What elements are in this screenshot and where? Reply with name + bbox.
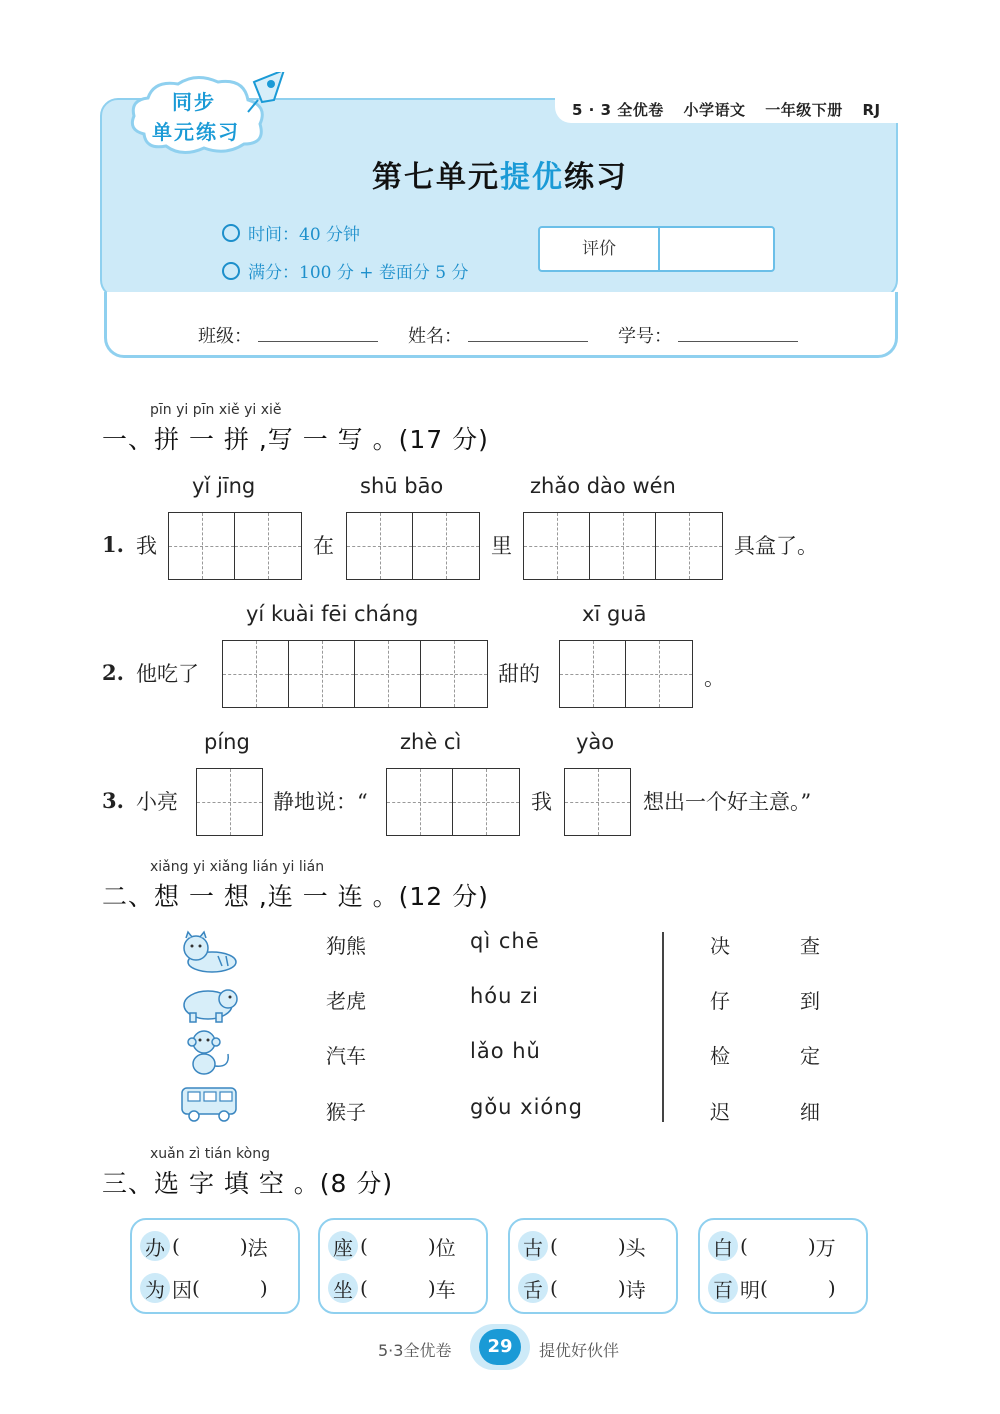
student-id-label: 学号： [618,326,672,347]
char-right: 查 [800,934,820,958]
q2-pinyin-1: yí kuài fēi cháng [246,602,419,626]
edition: RJ [862,101,881,119]
q2-text-1: 他吃了 [136,662,199,686]
q1-pinyin-1: yǐ jīng [192,474,256,498]
divider [662,932,664,1122]
title-suffix: 练习 [564,160,628,195]
bracket-open[interactable]: ( [172,1234,180,1258]
fill-card-1 [130,1218,300,1314]
card-char: 坐 [328,1273,358,1303]
card-char: 办 [140,1231,170,1261]
q1-pinyin-3: zhǎo dào wén [530,474,676,498]
bracket-close: ) [259,1276,268,1300]
word-item: 老虎 [326,989,366,1013]
page-title [0,152,1000,196]
bracket-open[interactable]: ( [550,1234,558,1258]
card-char: 座 [328,1231,358,1261]
card-char: 万 [815,1235,836,1260]
bracket-close: ) [617,1234,626,1258]
q1-writing-grid-3[interactable] [523,512,723,580]
card-char: 车 [435,1277,456,1302]
tiger-icon [178,930,240,974]
section2-pinyin: xiǎng yi xiǎng lián yi lián [150,859,325,875]
q1-text-2: 在 [313,534,334,558]
word-item: 狗熊 [326,934,366,958]
bracket-open[interactable]: ( [360,1276,368,1300]
section1-pinyin: pīn yi pīn xiě yi xiě [150,402,282,418]
char-left: 检 [710,1044,730,1068]
pinyin-item: hóu zi [470,984,539,1008]
evaluation-label: 评价 [540,228,660,270]
footer-slogan: 提优好伙伴 [539,1341,620,1360]
q1-text-1: 我 [136,534,157,558]
char-left: 迟 [710,1100,730,1124]
q3-pinyin-3: yào [576,730,615,754]
q2-writing-grid-1[interactable] [222,640,488,708]
q1-pinyin-2: shū bāo [360,474,444,498]
card-char: 诗 [625,1277,646,1302]
card-char: 位 [435,1235,456,1260]
card-char: 因 [172,1277,192,1302]
time-limit: 时间：40 分钟 [222,220,360,245]
name-field[interactable] [468,341,588,342]
card-char: 舌 [518,1273,548,1303]
card-char: 白 [708,1231,738,1261]
section3-title: 三、选 字 填 空 。(8 分) [102,1169,394,1198]
char-left: 决 [710,934,730,958]
bracket-open[interactable]: ( [550,1276,558,1300]
bracket-close: ) [427,1276,436,1300]
section3-pinyin: xuǎn zì tián kòng [150,1146,270,1162]
q3-pinyin-2: zhè cì [400,730,462,754]
char-right: 到 [800,989,820,1013]
car-icon [178,1080,240,1124]
word-item: 猴子 [326,1100,366,1124]
q1-writing-grid-1[interactable] [168,512,302,580]
q1-number: 1. [102,532,124,557]
q3-text-1: 小亮 [136,790,178,814]
q2-writing-grid-2[interactable] [559,640,693,708]
q3-text-3: 我 [531,790,552,814]
pinyin-item: lǎo hǔ [470,1039,541,1063]
q2-text-3: 。 [704,666,725,690]
title-prefix: 第七单元 [372,160,500,195]
fill-card-2 [318,1218,488,1314]
name-label: 姓名： [408,326,462,347]
q1-text-3: 里 [491,534,512,558]
bracket-open[interactable]: ( [360,1234,368,1258]
char-left: 仔 [710,989,730,1013]
card-char: 明 [740,1277,760,1302]
bracket-open[interactable]: ( [740,1234,748,1258]
full-score: 满分：100 分 + 卷面分 5 分 [222,258,469,283]
bracket-close: ) [807,1234,816,1258]
student-id-field[interactable] [678,341,798,342]
q3-text-2: 静地说：“ [273,790,368,814]
page-number: 29 [479,1329,521,1365]
q3-text-4: 想出一个好主意。” [643,790,812,814]
q3-number: 3. [102,788,124,813]
unit-badge [126,72,286,156]
char-right: 细 [800,1100,820,1124]
series-name: 5 · 3 全优卷 [572,101,664,119]
word-item: 汽车 [326,1044,366,1068]
bracket-open[interactable]: ( [192,1276,200,1300]
title-highlight: 提优 [500,160,564,195]
pinyin-item: gǒu xióng [470,1095,583,1119]
check-icon [222,262,240,280]
clock-icon [222,224,240,242]
class-label: 班级： [198,326,252,347]
bracket-close: ) [617,1276,626,1300]
q3-writing-grid-1[interactable] [196,768,263,836]
section2-title: 二、想 一 想 ,连 一 连 。(12 分) [102,882,489,911]
q1-writing-grid-2[interactable] [346,512,480,580]
monkey-icon [184,1028,234,1076]
q3-writing-grid-3[interactable] [564,768,631,836]
q2-pinyin-2: xī guā [582,602,647,626]
badge-line2: 单元练习 [152,120,240,144]
badge-line1: 同步 [172,90,216,114]
pinyin-item: qì chē [470,929,540,953]
bracket-close: ) [239,1234,248,1258]
bracket-close: ) [827,1276,836,1300]
subject: 小学语文 [683,101,746,119]
q1-text-4: 具盒了。 [734,534,818,558]
fill-card-4 [698,1218,868,1314]
q3-pinyin-1: píng [204,730,250,754]
card-char: 古 [518,1231,548,1261]
grade: 一年级下册 [765,101,843,119]
char-right: 定 [800,1044,820,1068]
card-char: 法 [247,1235,268,1260]
fill-card-3 [508,1218,678,1314]
q2-text-2: 甜的 [498,662,540,686]
section1-title: 一、拼 一 拼 ,写 一 写 。(17 分) [102,425,489,454]
evaluation-box [538,226,775,272]
bracket-close: ) [427,1234,436,1258]
class-field[interactable] [258,341,378,342]
rocket-icon [248,72,284,112]
card-char: 头 [625,1235,646,1260]
bear-icon [178,983,240,1023]
series-info [572,99,895,120]
footer-series: 5·3全优卷 [378,1341,452,1360]
bracket-open[interactable]: ( [760,1276,768,1300]
q2-number: 2. [102,660,124,685]
card-char: 为 [140,1273,170,1303]
q3-writing-grid-2[interactable] [386,768,520,836]
card-char: 百 [708,1273,738,1303]
